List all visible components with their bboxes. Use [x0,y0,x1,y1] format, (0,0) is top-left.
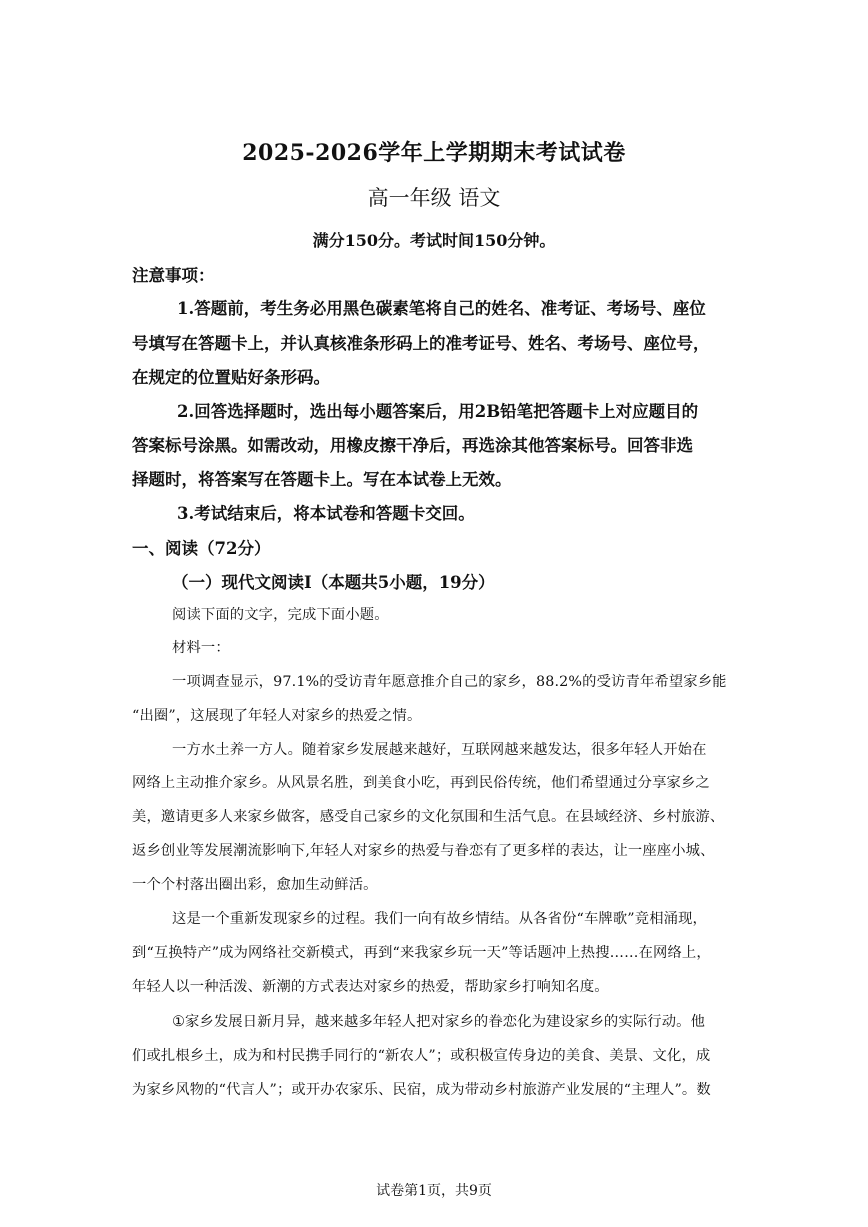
paragraph-line: 这是一个重新发现家乡的过程。我们一向有故乡情结。从各省份“车牌歌”竞相涌现， [172,911,708,927]
notice-item3: 3.考试结束后，将本试卷和答题卡交回。 [177,504,475,523]
paragraph-text: 家乡发展日新月异，越来越多年轻人把对家乡的眷恋化为建设家乡的实际行动。他 [184,1014,706,1030]
notice-item2-line: 2.回答选择题时，选出每小题答案后，用2B铅笔把答题卡上对应题目的 [177,402,699,421]
reading-instruction: 阅读下面的文字，完成下面小题。 [172,607,389,623]
exam-title: 2025-2026学年上学期期末考试试卷 [242,140,626,166]
notice-item2-line: 择题时，将答案写在答题卡上。写在本试卷上无效。 [132,470,512,489]
notice-heading: 注意事项： [132,266,215,285]
paragraph-line: 年轻人以一种活泼、新潮的方式表达对家乡的热爱，帮助家乡打响知名度。 [132,979,609,995]
circled-number-marker: ① [172,1014,185,1030]
paragraph-line: 为家乡风物的“代言人”；或开办农家乐、民宿，成为带动乡村旅游产业发展的“主理人”。数 [132,1082,711,1098]
paragraph-line: “出圈”，这展现了年轻人对家乡的热爱之情。 [132,708,422,724]
notice-item1-line: 1.答题前，考生务必用黑色碳素笔将自己的姓名、准考证、考场号、座位 [177,299,706,318]
exam-subtitle: 高一年级 语文 [367,186,501,210]
notice-item2-line: 答案标号涂黑。如需改动，用橡皮擦干净后，再选涂其他答案标号。回答非选 [132,436,693,455]
paragraph-line: 返乡创业等发展潮流影响下,年轻人对家乡的热爱与眷恋有了更多样的表达，让一座座小城、 [132,843,715,859]
notice-item1-line: 在规定的位置贴好条形码。 [132,368,330,387]
paragraph-line: 美，邀请更多人来家乡做客，感受自己家乡的文化氛围和生活气息。在县域经济、乡村旅游、 [132,809,725,825]
paragraph-line: 一方水土养一方人。随着家乡发展越来越好，互联网越来越发达，很多年轻人开始在 [172,742,707,758]
paragraph-line: 网络上主动推介家乡。从风景名胜，到美食小吃，再到民俗传统，他们希望通过分享家乡之 [132,775,710,791]
subsection-heading: （一）现代文阅读I（本题共5小题，19分） [172,573,495,592]
notice-item1-line: 号填写在答题卡上，并认真核准条形码上的准考证号、姓名、考场号、座位号， [132,334,710,353]
paragraph-line: 们或扎根乡土，成为和村民携手同行的“新农人”；或积极宣传身边的美食、美景、文化，成 [132,1048,711,1064]
page-footer: 试卷第1页，共9页 [376,1183,492,1199]
paragraph-line: 到“互换特产”成为网络社交新模式，再到“来我家乡玩一天”等话题冲上热搜……在网络上， [132,945,711,961]
paragraph-line [172,1011,705,1031]
section-heading: 一、阅读（72分） [132,539,271,558]
paragraph-line: 一项调查显示，97.1%的受访青年愿意推介自己的家乡，88.2%的受访青年希望家乡能 [172,674,727,690]
score-time-line: 满分150分。考试时间150分钟。 [312,231,556,250]
paragraph-line: 一个个村落出圈出彩，愈加生动鲜活。 [132,877,378,893]
material-label: 材料一： [172,640,230,656]
